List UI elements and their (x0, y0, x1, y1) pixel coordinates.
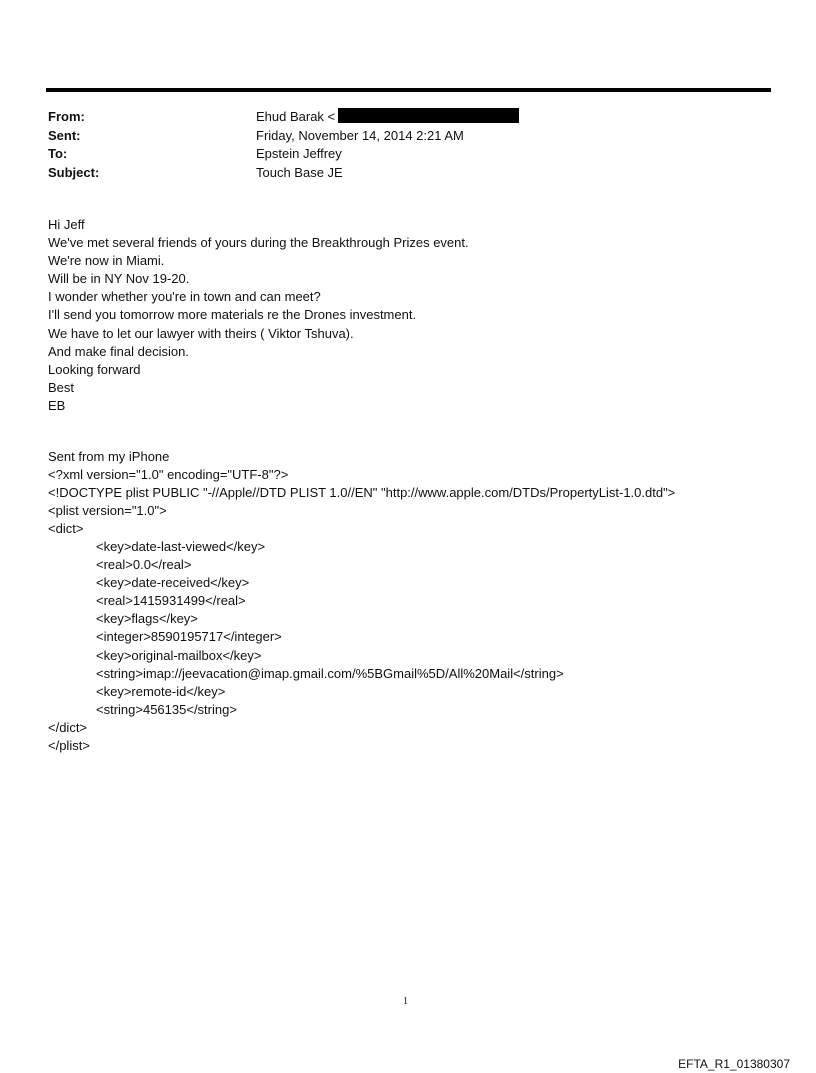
sent-label: Sent: (48, 127, 81, 143)
signature: Sent from my iPhone (48, 449, 170, 464)
to-label: To: (48, 146, 68, 161)
body-line: I'll send you tomorrow more materials re the Drones investment. (48, 307, 417, 323)
plist-entry: <key>date-last-viewed</key> (96, 539, 266, 555)
from-value (256, 108, 519, 127)
email-header (48, 108, 519, 182)
document-id: EFTA_R1_01380307 (678, 1057, 790, 1071)
plist-entry: <real>0.0</real> (96, 557, 192, 573)
page-number: 1 (403, 996, 408, 1007)
subject-value: Touch Base JE (256, 164, 343, 180)
from-label: From: (48, 109, 85, 124)
sent-row (48, 127, 519, 146)
header-rule (46, 88, 771, 92)
plist-entry: <real>1415931499</real> (96, 593, 246, 609)
sent-value: Friday, November 14, 2014 2:21 AM (256, 127, 464, 143)
from-row (48, 108, 519, 127)
plist-open: <plist version="1.0"> (48, 503, 167, 519)
plist-entry: <integer>8590195717</integer> (96, 629, 282, 645)
body-line: Looking forward (48, 361, 141, 377)
body-line: Will be in NY Nov 19-20. (48, 271, 190, 287)
redaction-box (338, 108, 519, 123)
plist-entry: <key>remote-id</key> (96, 683, 226, 699)
body-line: We've met several friends of yours during the Breakthrough Prizes event. (48, 235, 469, 251)
to-value: Epstein Jeffrey (256, 146, 342, 161)
body-line: We have to let our lawyer with theirs ( Viktor Tshuva). (48, 325, 354, 341)
body-line: I wonder whether you're in town and can meet? (48, 289, 321, 305)
plist-entry: <key>date-received</key> (96, 575, 250, 591)
plist-entry: <key>flags</key> (96, 611, 198, 627)
body-line: EB (48, 397, 66, 413)
subject-row (48, 164, 519, 183)
plist-entry: <string>456135</string> (96, 701, 237, 717)
plist-close: </plist> (48, 737, 90, 753)
plist-entry: <string>imap://jeevacation@imap.gmail.com/%5BGmail%5D/All%20Mail</string> (96, 665, 564, 681)
body-line: We're now in Miami. (48, 253, 165, 269)
from-name: Ehud Barak < (256, 109, 336, 124)
body-line: And make final decision. (48, 343, 189, 359)
body-line: Best (48, 379, 75, 395)
to-row (48, 145, 519, 164)
plist-doctype: <!DOCTYPE plist PUBLIC "-//Apple//DTD PLIST 1.0//EN" "http://www.apple.com/DTDs/PropertyList-1.0.dtd"> (48, 485, 676, 501)
signature-block (48, 448, 675, 755)
email-body (48, 216, 469, 415)
dict-close: </dict> (48, 719, 88, 735)
subject-label: Subject: (48, 164, 100, 180)
plist-entry: <key>original-mailbox</key> (96, 647, 262, 663)
dict-open: <dict> (48, 521, 84, 537)
plist-xml-decl: <?xml version="1.0" encoding="UTF-8"?> (48, 467, 289, 483)
body-line: Hi Jeff (48, 217, 85, 232)
